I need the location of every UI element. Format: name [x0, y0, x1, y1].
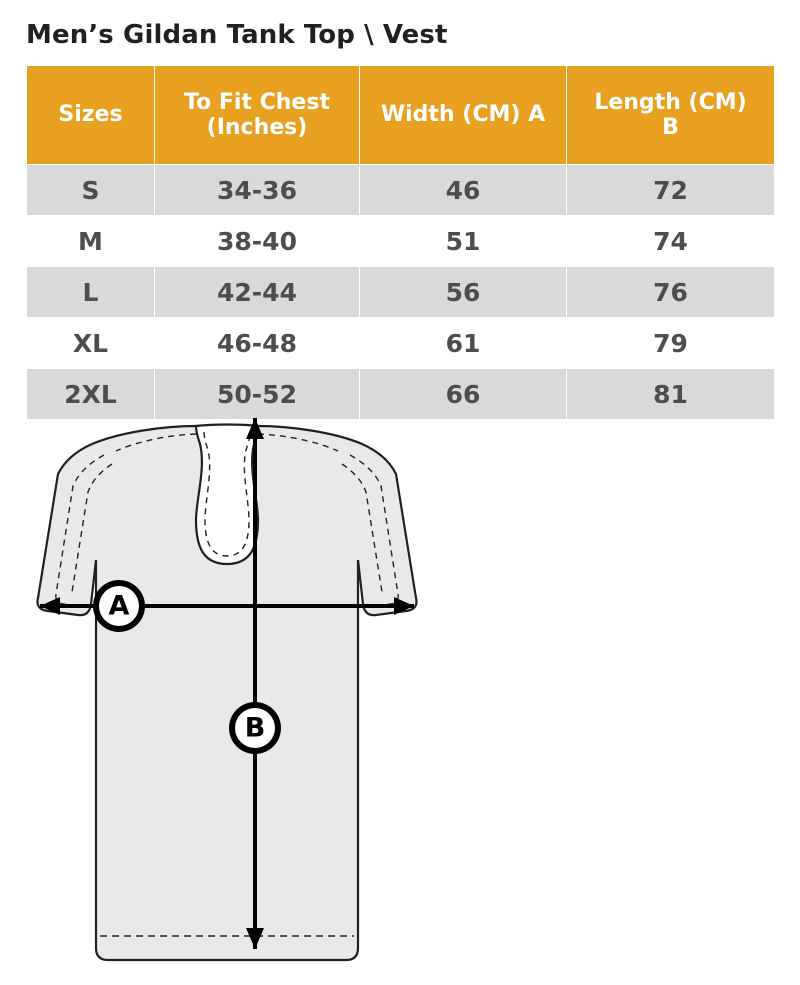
cell-size: 2XL [27, 369, 155, 420]
tank-top-illustration [37, 425, 416, 961]
marker-a-label: A [108, 590, 130, 622]
cell-chest: 38-40 [155, 216, 360, 267]
cell-width: 46 [360, 165, 567, 216]
table-row [27, 267, 775, 318]
column-header-width [360, 66, 567, 165]
cell-size: S [27, 165, 155, 216]
column-header-sizes-label: Sizes [58, 102, 123, 128]
cell-size: M [27, 216, 155, 267]
column-header-length-line1: Length (CM) [594, 89, 747, 115]
cell-length: 79 [567, 318, 775, 369]
table-row [27, 216, 775, 267]
table-row [27, 165, 775, 216]
column-header-sizes [27, 66, 155, 165]
marker-b-label: B [244, 712, 266, 744]
size-chart-table [26, 65, 775, 420]
garment-diagram [0, 408, 800, 985]
column-header-chest-line1: To Fit Chest [184, 89, 330, 115]
table-row [27, 318, 775, 369]
column-header-chest-line2: (Inches) [206, 115, 308, 140]
cell-width: 51 [360, 216, 567, 267]
cell-length: 76 [567, 267, 775, 318]
cell-size: L [27, 267, 155, 318]
cell-chest: 42-44 [155, 267, 360, 318]
column-header-length [567, 66, 775, 165]
cell-length: 72 [567, 165, 775, 216]
cell-chest: 34-36 [155, 165, 360, 216]
cell-width: 66 [360, 369, 567, 420]
cell-chest: 46-48 [155, 318, 360, 369]
table-header-row [27, 66, 775, 165]
cell-length: 74 [567, 216, 775, 267]
marker-a [93, 580, 145, 632]
neckline [196, 425, 258, 565]
cell-length: 81 [567, 369, 775, 420]
marker-b [229, 702, 281, 754]
cell-width: 61 [360, 318, 567, 369]
column-header-width-label: Width (CM) A [380, 102, 546, 128]
column-header-length-line2: B [662, 115, 679, 140]
cell-size: XL [27, 318, 155, 369]
cell-chest: 50-52 [155, 369, 360, 420]
column-header-chest [155, 66, 360, 165]
cell-width: 56 [360, 267, 567, 318]
page-title: Men’s Gildan Tank Top \ Vest [26, 20, 448, 50]
